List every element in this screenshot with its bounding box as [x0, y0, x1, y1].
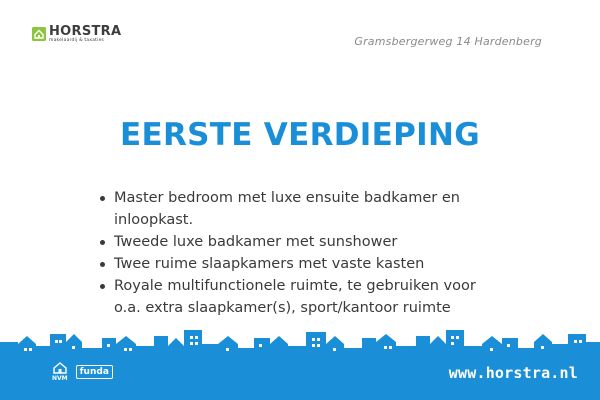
list-item-line: Tweede luxe badkamer met sunshower: [114, 234, 398, 250]
page-title: EERSTE VERDIEPING: [120, 117, 480, 153]
bullet-icon: [100, 196, 105, 201]
funda-logo: funda: [76, 365, 113, 379]
website-link[interactable]: www.horstra.nl: [448, 364, 578, 382]
bullet-icon: [100, 262, 105, 267]
list-item-line: Royale multifunctionele ruimte, te gebruiken voor: [114, 278, 476, 294]
address: Gramsbergerweg 14 Hardenberg: [354, 35, 542, 48]
partner-badges: [52, 362, 113, 382]
horstra-house-logo-icon: [32, 27, 46, 41]
list-item: [98, 253, 498, 275]
logo-tagline: makelaardij & taxaties: [49, 37, 105, 43]
nvm-house-icon: [53, 362, 67, 374]
nvm-label: NVM: [52, 375, 68, 382]
logo-name: HORSTRA: [49, 23, 122, 39]
list-item: [98, 187, 498, 231]
list-item-line: inloopkast.: [114, 212, 194, 228]
list-item-line: Twee ruime slaapkamers met vaste kasten: [114, 256, 425, 272]
town-skyline-banner: [0, 322, 600, 400]
list-item: [98, 231, 498, 253]
horstra-logo: [32, 24, 121, 44]
bullet-icon: [100, 240, 105, 245]
list-item: [98, 275, 498, 319]
list-item-line: Master bedroom met luxe ensuite badkamer en: [114, 190, 460, 206]
nvm-logo: [52, 362, 68, 382]
list-item-line: o.a. extra slaapkamer(s), sport/kantoor ruimte: [114, 300, 451, 316]
feature-list: [98, 187, 498, 319]
bullet-icon: [100, 284, 105, 289]
